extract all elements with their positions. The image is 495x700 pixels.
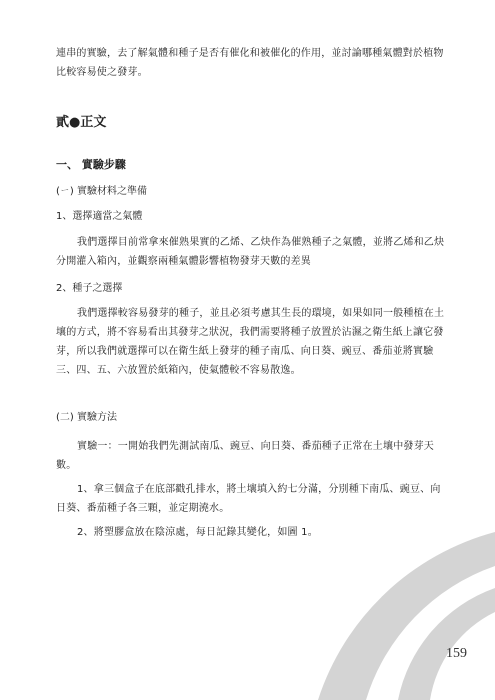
paragraph-seed-selection: 我們選擇較容易發芽的種子，並且必須考慮其生長的環境，如果如同一般種植在土壤的方式，將不容易看出其發芽之狀況，我們需要將種子放置於沾濕之衛生紙上讓它發芽，所以我們就選擇可以在衛生紙上發芽的種子南瓜、向日葵、豌豆、番茄並將實驗三、四、五、六放置於紙箱內，使氣體較不容易散逸。 [56,308,445,376]
intro-paragraph: 連串的實驗，去了解氣體和種子是否有催化和被催化的作用，並討論哪種氣體對於植物比較容易使之發芽。 [56,48,444,78]
page-number: 159 [446,646,467,661]
section-title: 貳●正文 [56,115,107,130]
item-heading-gas-selection: 1、選擇適當之氣體 [56,211,143,222]
subheading-methods: (二) 實驗方法 [56,412,117,423]
paragraph-experiment-one: 實驗一：一開始我們先測試南瓜、豌豆、向日葵、番茄種子正常在土壤中發芽天數。 [56,441,434,471]
subheading-materials-prep: (ㄧ) 實驗材料之準備 [56,186,147,197]
paragraph-step-two: 2、將塑膠盒放在陰涼處，每日記錄其變化，如圖 1。 [77,527,318,538]
paragraph-gas-selection: 我們選擇目前常拿來催熟果實的乙烯、乙炔作為催熟種子之氣體，並將乙烯和乙炔分開灌入箱內，並觀察兩種氣體影響植物發芽天數的差異 [56,237,445,267]
item-heading-seed-selection: 2、種子之選擇 [56,283,123,294]
heading-experiment-steps: 一、 實驗步驟 [56,158,126,171]
paragraph-step-one: 1、拿三個盒子在底部戳孔排水，將土壤填入約七分滿，分別種下南瓜、豌豆、向日葵、番茄種子各三顆，並定期澆水。 [56,484,441,514]
page-content [56,44,446,542]
